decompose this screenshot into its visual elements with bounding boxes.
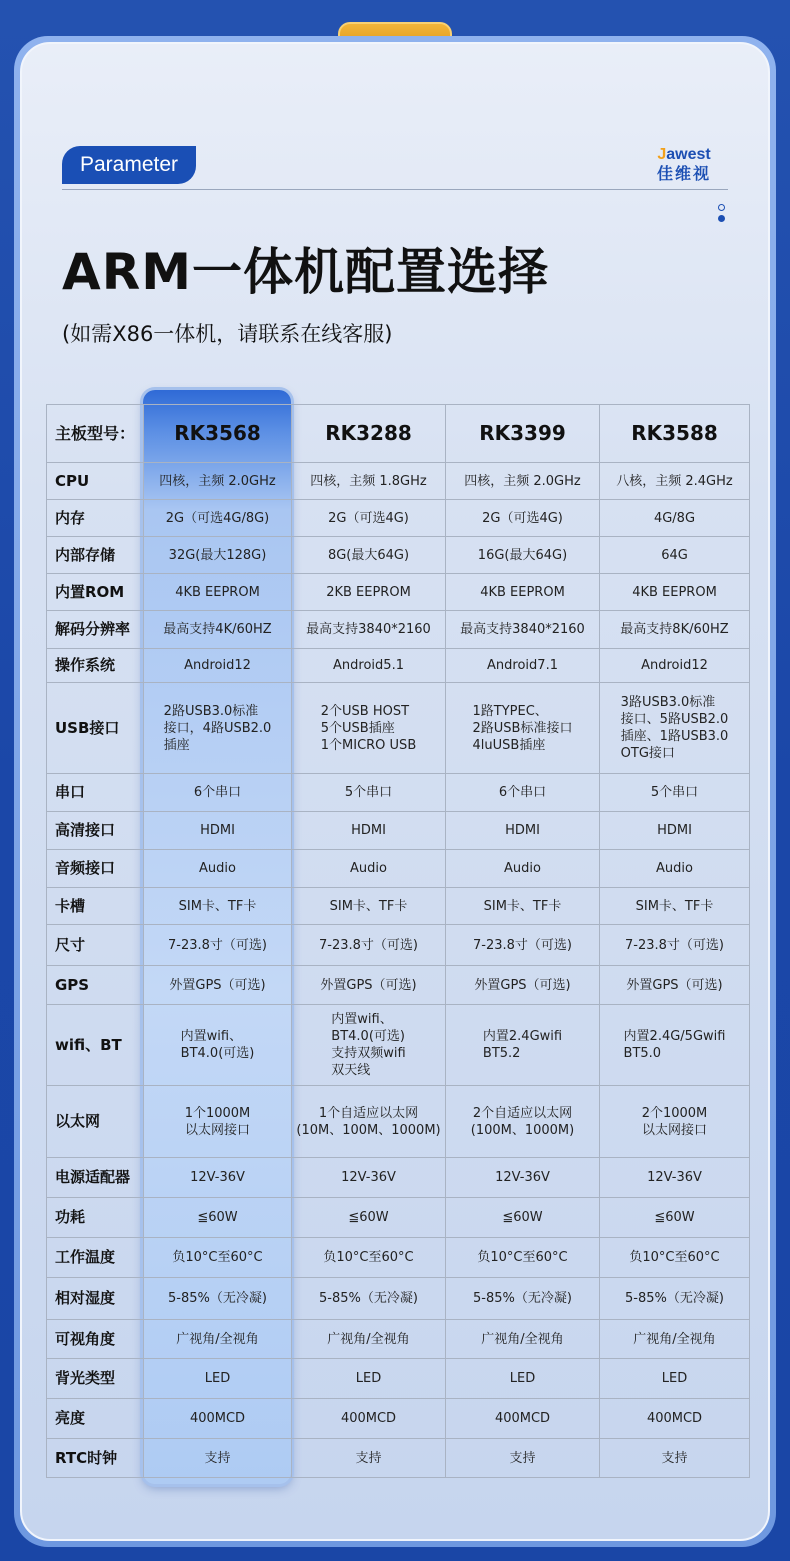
table-cell: 负10°C至60°C bbox=[600, 1238, 750, 1278]
cell-line: 4luUSB插座 bbox=[472, 737, 546, 753]
header-label: 主板型号： bbox=[47, 405, 144, 463]
table-row bbox=[47, 1005, 750, 1086]
table-cell: 广视角/全视角 bbox=[292, 1320, 446, 1359]
table-cell: 外置GPS（可选) bbox=[144, 966, 292, 1005]
table-cell: 7-23.8寸（可选) bbox=[446, 925, 600, 966]
table-cell: 12V-36V bbox=[144, 1158, 292, 1198]
row-label: 内置ROM bbox=[47, 574, 144, 611]
table-cell: 支持 bbox=[446, 1439, 600, 1478]
table-cell: 外置GPS（可选) bbox=[600, 966, 750, 1005]
table-cell: 12V-36V bbox=[600, 1158, 750, 1198]
row-label: 尺寸 bbox=[47, 925, 144, 966]
table-cell: SIM卡、TF卡 bbox=[446, 888, 600, 925]
table-cell: 支持 bbox=[292, 1439, 446, 1478]
cell-line: 1路TYPEC、 bbox=[472, 703, 548, 719]
row-label: 可视角度 bbox=[47, 1320, 144, 1359]
table-cell: 5个串口 bbox=[600, 774, 750, 812]
table-cell bbox=[600, 683, 750, 774]
cell-line: 内置wifi、 bbox=[180, 1029, 243, 1044]
table-row bbox=[47, 537, 750, 574]
row-label: 亮度 bbox=[47, 1399, 144, 1439]
table-cell: 16G(最大64G) bbox=[446, 537, 600, 574]
table-cell: 400MCD bbox=[144, 1399, 292, 1439]
table-cell: LED bbox=[292, 1359, 446, 1399]
table-cell: SIM卡、TF卡 bbox=[600, 888, 750, 925]
table-cell: HDMI bbox=[292, 812, 446, 850]
row-label: CPU bbox=[47, 463, 144, 500]
cell-lines bbox=[331, 1011, 405, 1079]
cell-lines bbox=[164, 703, 272, 754]
table-cell: 2KB EEPROM bbox=[292, 574, 446, 611]
cell-line: 1个MICRO USB bbox=[320, 737, 417, 753]
row-label: 相对湿度 bbox=[47, 1278, 144, 1320]
cell-lines bbox=[483, 1028, 562, 1062]
table-cell: 四核，主频 2.0GHz bbox=[446, 463, 600, 500]
logo-english: Jawest bbox=[657, 146, 711, 163]
cell-line: 内置wifi、 bbox=[331, 1012, 393, 1027]
table-cell: 8G(最大64G) bbox=[292, 537, 446, 574]
row-label: 高清接口 bbox=[47, 812, 144, 850]
table-cell: 400MCD bbox=[292, 1399, 446, 1439]
table-cell: 5-85%（无冷凝) bbox=[446, 1278, 600, 1320]
table-cell: SIM卡、TF卡 bbox=[292, 888, 446, 925]
table-row bbox=[47, 683, 750, 774]
table-cell: 2G（可选4G/8G) bbox=[144, 500, 292, 537]
cell-line: BT4.0(可选) bbox=[180, 1046, 255, 1061]
row-label: GPS bbox=[47, 966, 144, 1005]
table-row bbox=[47, 574, 750, 611]
table-cell: 64G bbox=[600, 537, 750, 574]
table-cell bbox=[292, 1005, 446, 1086]
table-row bbox=[47, 1439, 750, 1478]
table-cell: 负10°C至60°C bbox=[144, 1238, 292, 1278]
row-label: 电源适配器 bbox=[47, 1158, 144, 1198]
cell-line: (100M、1000M) bbox=[470, 1122, 575, 1138]
table-cell: 四核，主频 2.0GHz bbox=[144, 463, 292, 500]
cell-line: BT5.2 bbox=[482, 1046, 521, 1061]
table-row bbox=[47, 925, 750, 966]
table-cell: Audio bbox=[144, 850, 292, 888]
page-title: ARM一体机配置选择 bbox=[62, 243, 549, 301]
cell-lines bbox=[321, 703, 416, 754]
table-cell: 7-23.8寸（可选) bbox=[600, 925, 750, 966]
cell-line: (10M、100M、1000M) bbox=[296, 1122, 441, 1138]
table-cell: 4KB EEPROM bbox=[446, 574, 600, 611]
cell-line: OTG接口 bbox=[620, 746, 675, 761]
table-cell: 最高支持4K/60HZ bbox=[144, 611, 292, 649]
table-cell: ≦60W bbox=[446, 1198, 600, 1238]
table-cell: LED bbox=[144, 1359, 292, 1399]
table-cell bbox=[144, 1086, 292, 1158]
table-cell: 支持 bbox=[144, 1439, 292, 1478]
table-cell: 外置GPS（可选) bbox=[292, 966, 446, 1005]
table-cell bbox=[292, 1086, 446, 1158]
cell-line: 支持双频wifi bbox=[331, 1046, 406, 1061]
table-cell: Audio bbox=[600, 850, 750, 888]
row-label: 功耗 bbox=[47, 1198, 144, 1238]
cell-line: 3路USB3.0标准 bbox=[620, 695, 716, 710]
table-cell: 5个串口 bbox=[292, 774, 446, 812]
table-cell bbox=[446, 683, 600, 774]
table-cell bbox=[600, 1086, 750, 1158]
table-cell: 最高支持8K/60HZ bbox=[600, 611, 750, 649]
table-cell: 12V-36V bbox=[446, 1158, 600, 1198]
row-label: 串口 bbox=[47, 774, 144, 812]
table-row bbox=[47, 463, 750, 500]
table-cell: 7-23.8寸（可选) bbox=[144, 925, 292, 966]
table-cell: Android7.1 bbox=[446, 649, 600, 683]
cell-line: 2个USB HOST bbox=[320, 703, 410, 719]
table-cell: 5-85%（无冷凝) bbox=[144, 1278, 292, 1320]
table-cell: 广视角/全视角 bbox=[144, 1320, 292, 1359]
table-row bbox=[47, 966, 750, 1005]
cell-line: 插座 bbox=[163, 737, 190, 753]
cell-line: 1个自适应以太网 bbox=[318, 1105, 419, 1121]
header-model: RK3399 bbox=[446, 405, 600, 463]
cell-line: 2路USB标准接口 bbox=[472, 720, 573, 736]
table-cell: Audio bbox=[446, 850, 600, 888]
header-model: RK3588 bbox=[600, 405, 750, 463]
table-cell: 4KB EEPROM bbox=[144, 574, 292, 611]
table-cell: ≦60W bbox=[292, 1198, 446, 1238]
table-cell: 八核，主频 2.4GHz bbox=[600, 463, 750, 500]
table-cell: 6个串口 bbox=[446, 774, 600, 812]
logo-chinese: 佳维视 bbox=[656, 164, 711, 183]
row-label: 背光类型 bbox=[47, 1359, 144, 1399]
cell-line: 5个USB插座 bbox=[320, 720, 395, 736]
cell-line: 以太网接口 bbox=[641, 1122, 707, 1138]
header-model: RK3568 bbox=[144, 405, 292, 463]
table-row bbox=[47, 888, 750, 925]
table-cell: 12V-36V bbox=[292, 1158, 446, 1198]
table-cell: LED bbox=[446, 1359, 600, 1399]
table-cell: 5-85%（无冷凝) bbox=[292, 1278, 446, 1320]
table-row bbox=[47, 1399, 750, 1439]
row-label: 卡槽 bbox=[47, 888, 144, 925]
cell-line: 双天线 bbox=[331, 1063, 371, 1078]
cell-lines bbox=[473, 703, 573, 754]
cell-lines bbox=[181, 1028, 255, 1062]
table-row bbox=[47, 500, 750, 537]
cell-line: 插座、1路USB3.0 bbox=[620, 729, 729, 744]
table-cell: 2G（可选4G) bbox=[446, 500, 600, 537]
table-cell: 6个串口 bbox=[144, 774, 292, 812]
table-cell: 4KB EEPROM bbox=[600, 574, 750, 611]
dot-filled-icon bbox=[718, 215, 725, 222]
table-cell: 最高支持3840*2160 bbox=[292, 611, 446, 649]
cell-line: 1个1000M bbox=[184, 1105, 251, 1121]
row-label: USB接口 bbox=[47, 683, 144, 774]
table-cell bbox=[292, 683, 446, 774]
table-row bbox=[47, 812, 750, 850]
table-cell: 2G（可选4G) bbox=[292, 500, 446, 537]
table-row bbox=[47, 850, 750, 888]
brand-logo bbox=[636, 146, 732, 184]
cell-lines bbox=[642, 1105, 708, 1139]
table-cell: 32G(最大128G) bbox=[144, 537, 292, 574]
cell-lines bbox=[471, 1105, 574, 1139]
table-row bbox=[47, 1086, 750, 1158]
cell-line: 内置2.4G/5Gwifi bbox=[623, 1029, 726, 1044]
cell-lines bbox=[624, 1028, 726, 1062]
table-cell: 400MCD bbox=[600, 1399, 750, 1439]
page-subtitle: (如需X86一体机，请联系在线客服) bbox=[62, 322, 393, 346]
cell-line: 内置2.4Gwifi bbox=[482, 1029, 563, 1044]
cell-line: 2路USB3.0标准 bbox=[163, 703, 259, 719]
table-cell: HDMI bbox=[144, 812, 292, 850]
cell-line: 接口，4路USB2.0 bbox=[163, 720, 272, 736]
row-label: 内部存储 bbox=[47, 537, 144, 574]
row-label: 音频接口 bbox=[47, 850, 144, 888]
parameter-badge: Parameter bbox=[62, 146, 196, 184]
table-cell: HDMI bbox=[446, 812, 600, 850]
row-label: RTC时钟 bbox=[47, 1439, 144, 1478]
table-cell: 广视角/全视角 bbox=[446, 1320, 600, 1359]
table-row bbox=[47, 1238, 750, 1278]
table-row bbox=[47, 649, 750, 683]
table-cell: 支持 bbox=[600, 1439, 750, 1478]
table-cell: HDMI bbox=[600, 812, 750, 850]
row-label: 内存 bbox=[47, 500, 144, 537]
table-row bbox=[47, 611, 750, 649]
row-label: 操作系统 bbox=[47, 649, 144, 683]
table-cell: 负10°C至60°C bbox=[292, 1238, 446, 1278]
cell-line: BT5.0 bbox=[623, 1046, 662, 1061]
cell-lines bbox=[185, 1105, 251, 1139]
cell-lines bbox=[296, 1105, 440, 1139]
table-row bbox=[47, 1158, 750, 1198]
table-cell: SIM卡、TF卡 bbox=[144, 888, 292, 925]
table-cell: Android5.1 bbox=[292, 649, 446, 683]
row-label: 以太网 bbox=[47, 1086, 144, 1158]
dot-outline-icon bbox=[718, 204, 725, 211]
table-row bbox=[47, 1359, 750, 1399]
table-cell bbox=[600, 1005, 750, 1086]
cell-line: 2个自适应以太网 bbox=[472, 1105, 573, 1121]
cell-lines bbox=[621, 694, 729, 762]
cell-line: 以太网接口 bbox=[184, 1122, 250, 1138]
table-row bbox=[47, 1198, 750, 1238]
table-cell: Android12 bbox=[600, 649, 750, 683]
cell-line: 2个1000M bbox=[641, 1105, 708, 1121]
table-cell bbox=[446, 1005, 600, 1086]
table-row bbox=[47, 1320, 750, 1359]
table-cell: 外置GPS（可选) bbox=[446, 966, 600, 1005]
table-row bbox=[47, 774, 750, 812]
table-cell: LED bbox=[600, 1359, 750, 1399]
row-label: 解码分辨率 bbox=[47, 611, 144, 649]
table-cell: 负10°C至60°C bbox=[446, 1238, 600, 1278]
header-model: RK3288 bbox=[292, 405, 446, 463]
cell-line: BT4.0(可选) bbox=[331, 1029, 405, 1044]
header-divider bbox=[62, 189, 728, 190]
table-cell: ≦60W bbox=[600, 1198, 750, 1238]
row-label: 工作温度 bbox=[47, 1238, 144, 1278]
table-cell bbox=[446, 1086, 600, 1158]
table-cell: 最高支持3840*2160 bbox=[446, 611, 600, 649]
table-cell: 四核，主频 1.8GHz bbox=[292, 463, 446, 500]
table-cell: ≦60W bbox=[144, 1198, 292, 1238]
spec-table bbox=[46, 404, 750, 1478]
table-cell: 广视角/全视角 bbox=[600, 1320, 750, 1359]
table-cell: 7-23.8寸（可选) bbox=[292, 925, 446, 966]
table-cell: Android12 bbox=[144, 649, 292, 683]
table-cell: 4G/8G bbox=[600, 500, 750, 537]
cell-line: 接口、5路USB2.0 bbox=[620, 712, 729, 727]
table-row bbox=[47, 1278, 750, 1320]
table-cell: 5-85%（无冷凝) bbox=[600, 1278, 750, 1320]
table-cell bbox=[144, 1005, 292, 1086]
row-label: wifi、BT bbox=[47, 1005, 144, 1086]
table-cell bbox=[144, 683, 292, 774]
table-cell: Audio bbox=[292, 850, 446, 888]
table-cell: 400MCD bbox=[446, 1399, 600, 1439]
